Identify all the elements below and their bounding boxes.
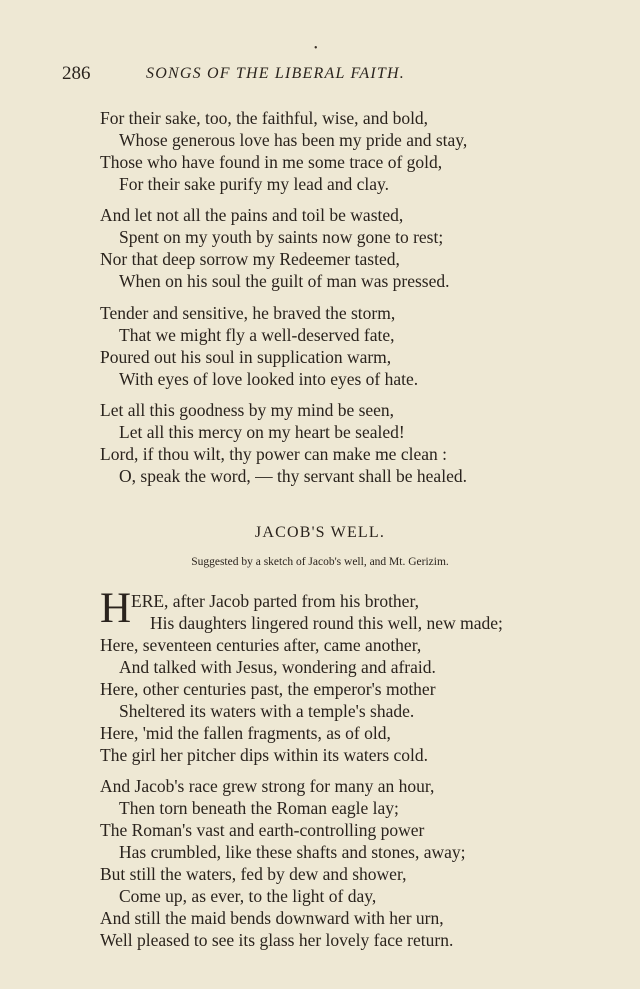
verse-line: Then torn beneath the Roman eagle lay;: [119, 798, 399, 818]
verse-line: The Roman's vast and earth-controlling power: [100, 820, 425, 840]
poem-subtitle: Suggested by a sketch of Jacob's well, and Mt. Gerizim.: [191, 556, 449, 568]
verse-line: For their sake purify my lead and clay.: [119, 174, 390, 194]
verse-line: The girl her pitcher dips within its waters cold.: [100, 745, 429, 765]
verse-line: When on his soul the guilt of man was pressed.: [119, 271, 450, 291]
verse-line: And still the maid bends downward with her urn,: [100, 908, 444, 928]
verse-line: Has crumbled, like these shafts and stones, away;: [119, 842, 466, 862]
verse-line: O, speak the word, — thy servant shall be healed.: [119, 466, 467, 486]
verse-line: Here, other centuries past, the emperor's mother: [100, 679, 436, 699]
poem-title: JACOB'S WELL.: [254, 524, 386, 541]
verse-line: Tender and sensitive, he braved the storm,: [100, 303, 396, 323]
verse-line: Poured out his soul in supplication warm,: [100, 347, 392, 367]
verse-line: Well pleased to see its glass her lovely face return.: [100, 930, 454, 950]
verse-line: Those who have found in me some trace of gold,: [100, 152, 443, 172]
verse-line: Here, 'mid the fallen fragments, as of old,: [100, 723, 391, 743]
verse-line: Let all this mercy on my heart be sealed!: [119, 422, 405, 442]
verse-line: But still the waters, fed by dew and shower,: [100, 864, 407, 884]
verse-line: And Jacob's race grew strong for many an hour,: [100, 776, 435, 796]
verse-line: Let all this goodness by my mind be seen,: [100, 400, 395, 420]
verse-line: With eyes of love looked into eyes of hate.: [119, 369, 419, 389]
verse-line: And let not all the pains and toil be wasted,: [100, 205, 404, 225]
ornament-mark: •: [314, 43, 318, 54]
verse-line: His daughters lingered round this well, new made;: [150, 613, 503, 633]
verse-line: Here, seventeen centuries after, came another,: [100, 635, 422, 655]
verse-line: Come up, as ever, to the light of day,: [119, 886, 377, 906]
page-header: [62, 60, 582, 88]
verse-line: And talked with Jesus, wondering and afraid.: [119, 657, 436, 677]
verse-line: Whose generous love has been my pride and stay,: [119, 130, 468, 150]
verse-line: Spent on my youth by saints now gone to rest;: [119, 227, 444, 247]
verse-line: Sheltered its waters with a temple's shade.: [119, 701, 415, 721]
drop-cap: H: [100, 585, 132, 632]
verse-line: ERE, after Jacob parted from his brother,: [131, 591, 419, 611]
running-head: SONGS OF THE LIBERAL FAITH.: [146, 65, 405, 82]
page-number: 286: [62, 63, 91, 84]
verse-line: That we might fly a well-deserved fate,: [119, 325, 395, 345]
verse-line: Nor that deep sorrow my Redeemer tasted,: [100, 249, 400, 269]
verse-line: Lord, if thou wilt, thy power can make me clean :: [100, 444, 447, 464]
verse-line: For their sake, too, the faithful, wise, and bold,: [100, 108, 429, 128]
